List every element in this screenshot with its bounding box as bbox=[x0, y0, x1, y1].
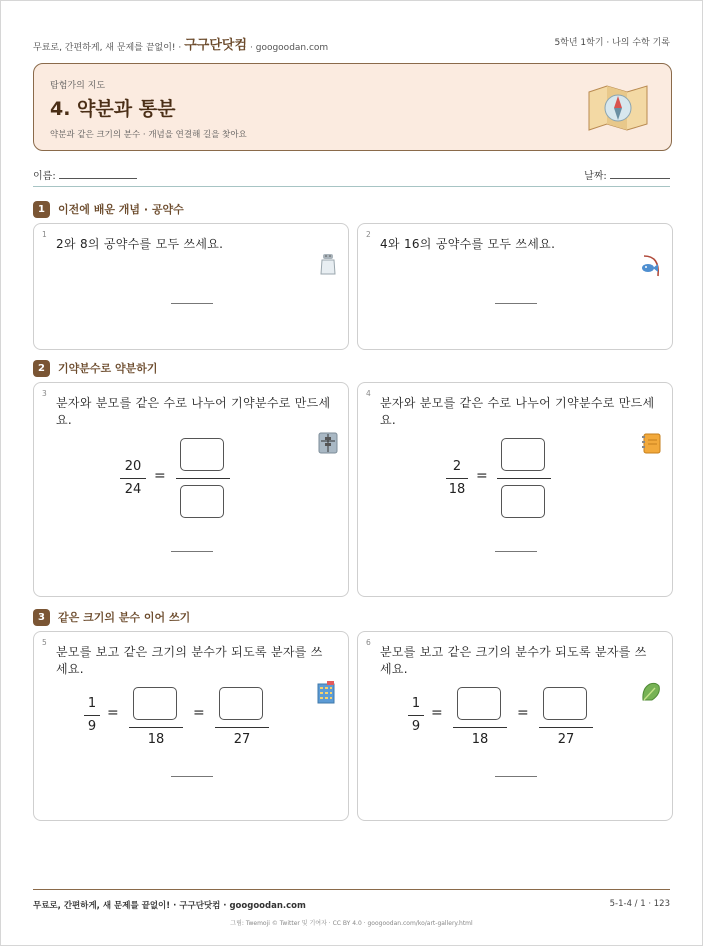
given-fraction bbox=[120, 457, 146, 500]
denominator-value: 27 bbox=[557, 732, 575, 747]
question-text: 4와 16의 공약수를 모두 쓰세요. bbox=[380, 237, 556, 251]
question-card-1 bbox=[33, 223, 349, 350]
question-card-3 bbox=[33, 382, 349, 597]
fraction-bar bbox=[215, 727, 269, 728]
question-card-6 bbox=[357, 631, 673, 821]
page-footer bbox=[33, 889, 670, 911]
name-label: 이름: bbox=[33, 171, 56, 182]
numerator-answer-box[interactable] bbox=[543, 687, 587, 720]
section-3-header bbox=[33, 608, 190, 626]
fraction-bar bbox=[539, 727, 593, 728]
answer-line[interactable] bbox=[171, 303, 213, 304]
denominator-answer-box[interactable] bbox=[501, 485, 545, 518]
fraction-bar bbox=[497, 478, 551, 479]
unit-banner bbox=[33, 63, 672, 151]
abacus-icon bbox=[317, 431, 339, 455]
given-fraction bbox=[408, 694, 424, 737]
denominator-answer-box[interactable] bbox=[180, 485, 224, 518]
question-number: 5 bbox=[42, 638, 47, 647]
salt-shaker-icon bbox=[317, 252, 339, 276]
unit-subtitle: 약분과 같은 크기의 분수 · 개념을 연결해 길을 찾아요 bbox=[50, 130, 247, 140]
question-number: 1 bbox=[42, 230, 47, 239]
fraction-bar bbox=[176, 478, 230, 479]
fraction-bar bbox=[84, 715, 100, 716]
section-2-header bbox=[33, 359, 157, 377]
question-text: 분자와 분모를 같은 수로 나누어 기약분수로 만드세요. bbox=[56, 396, 331, 427]
fraction-denominator: 9 bbox=[87, 719, 97, 734]
notebook-icon bbox=[640, 431, 662, 455]
question-text: 분모를 보고 같은 크기의 분수가 되도록 분자를 쓰세요. bbox=[380, 645, 647, 676]
fraction-denominator: 18 bbox=[448, 482, 466, 497]
fraction-bar bbox=[446, 478, 468, 479]
image-credit: 그림: Twemoji © Twitter 및 기여자 · CC BY 4.0 · googoodan.com/ko/art-gallery.html bbox=[230, 920, 473, 927]
fraction-numerator: 1 bbox=[411, 696, 421, 711]
fraction-numerator: 2 bbox=[452, 459, 462, 474]
question-card-2 bbox=[357, 223, 673, 350]
section-number: 3 bbox=[33, 609, 50, 626]
question-card-4 bbox=[357, 382, 673, 597]
fishing-pole-icon bbox=[640, 254, 662, 278]
banner-kicker: 탐험가의 지도 bbox=[50, 81, 106, 91]
date-label: 날짜: bbox=[584, 171, 607, 182]
section-label: 같은 크기의 분수 이어 쓰기 bbox=[58, 611, 191, 624]
question-number: 2 bbox=[366, 230, 371, 239]
question-text: 분모를 보고 같은 크기의 분수가 되도록 분자를 쓰세요. bbox=[56, 645, 323, 676]
office-building-icon bbox=[315, 680, 337, 704]
grade-info: 5학년 1학기 · 나의 수학 기록 bbox=[554, 38, 670, 48]
equals-sign: = bbox=[154, 468, 166, 484]
numerator-answer-box[interactable] bbox=[180, 438, 224, 471]
question-card-5 bbox=[33, 631, 349, 821]
fraction-denominator: 24 bbox=[124, 482, 142, 497]
answer-line[interactable] bbox=[171, 551, 213, 552]
name-date-row bbox=[33, 165, 670, 187]
equals-sign: = bbox=[431, 705, 443, 721]
name-field[interactable] bbox=[33, 167, 137, 182]
fraction-numerator: 20 bbox=[124, 459, 142, 474]
equals-sign: = bbox=[517, 705, 529, 721]
section-label: 기약분수로 약분하기 bbox=[58, 362, 158, 375]
denominator-value: 27 bbox=[233, 732, 251, 747]
question-number: 3 bbox=[42, 389, 47, 398]
date-field[interactable] bbox=[584, 167, 670, 182]
section-number: 1 bbox=[33, 201, 50, 218]
unit-title: 4. 약분과 통분 bbox=[50, 98, 176, 120]
equals-sign: = bbox=[476, 468, 488, 484]
denominator-value: 18 bbox=[471, 732, 489, 747]
answer-line[interactable] bbox=[171, 776, 213, 777]
fraction-bar bbox=[129, 727, 183, 728]
given-fraction bbox=[446, 457, 468, 500]
numerator-answer-box[interactable] bbox=[457, 687, 501, 720]
equals-sign: = bbox=[107, 705, 119, 721]
top-bar bbox=[33, 29, 670, 51]
denominator-value: 18 bbox=[147, 732, 165, 747]
footer-tagline: 무료로, 간편하게, 새 문제를 끝없이! · 구구단닷컴 · googoodan.com bbox=[33, 901, 306, 911]
header-tagline: 무료로, 간편하게, 새 문제를 끝없이! · bbox=[33, 43, 182, 53]
numerator-answer-box[interactable] bbox=[219, 687, 263, 720]
header-left bbox=[33, 35, 328, 54]
answer-line[interactable] bbox=[495, 303, 537, 304]
equals-sign: = bbox=[193, 705, 205, 721]
numerator-answer-box[interactable] bbox=[133, 687, 177, 720]
name-blank[interactable] bbox=[59, 169, 137, 179]
section-1-header bbox=[33, 200, 184, 218]
map-compass-icon bbox=[587, 84, 649, 132]
given-fraction bbox=[84, 694, 100, 737]
fraction-bar bbox=[408, 715, 424, 716]
site-url: · googoodan.com bbox=[250, 43, 329, 53]
fraction-bar bbox=[120, 478, 146, 479]
page-code: 5-1-4 / 1 · 123 bbox=[609, 899, 670, 909]
section-label: 이전에 배운 개념 · 공약수 bbox=[58, 203, 184, 216]
fraction-numerator: 1 bbox=[87, 696, 97, 711]
question-number: 4 bbox=[366, 389, 371, 398]
question-number: 6 bbox=[366, 638, 371, 647]
leafy-green-icon bbox=[640, 680, 662, 704]
fraction-bar bbox=[453, 727, 507, 728]
fraction-denominator: 9 bbox=[411, 719, 421, 734]
section-number: 2 bbox=[33, 360, 50, 377]
question-text: 2와 8의 공약수를 모두 쓰세요. bbox=[56, 237, 224, 251]
brand-name: 구구단닷컴 bbox=[184, 38, 248, 53]
answer-line[interactable] bbox=[495, 776, 537, 777]
question-text: 분자와 분모를 같은 수로 나누어 기약분수로 만드세요. bbox=[380, 396, 655, 427]
answer-line[interactable] bbox=[495, 551, 537, 552]
date-blank[interactable] bbox=[610, 169, 670, 179]
numerator-answer-box[interactable] bbox=[501, 438, 545, 471]
